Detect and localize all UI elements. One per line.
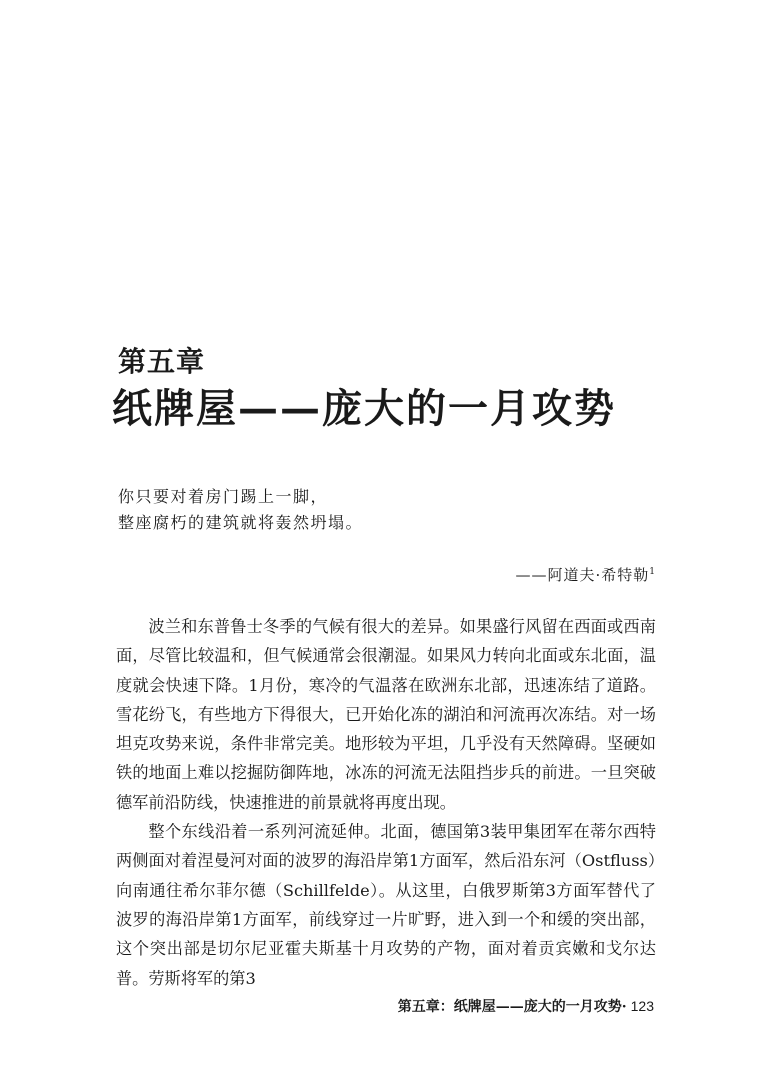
page-number: 123: [630, 998, 654, 1014]
epigraph-line: 你只要对着房门踢上一脚，: [118, 487, 329, 506]
chapter-label: 第五章: [118, 345, 206, 378]
paragraph: 波兰和东普鲁士冬季的气候有很大的差异。如果盛行风留在西面或西南面，尽管比较温和，但气候通常会很潮湿。如果风力转向北面或东北面，温度就会快速下降。1月份，寒冷的气温落在欧洲东北部，迅速冻结了道路。雪花纷飞，有些地方下得很大，已开始化冻的湖泊和河流再次冻结。对一场坦克攻势来说，条件非常完美。地形较为平坦，几乎没有天然障碍。坚硬如铁的地面上难以挖掘防御阵地，冰冻的河流无法阻挡步兵的前进。一旦突破德军前沿防线，快速推进的前景就将再度出现。: [116, 617, 656, 812]
epigraph-attribution: [515, 562, 656, 585]
epigraph: [118, 484, 658, 536]
footnote-marker[interactable]: 1: [649, 567, 656, 577]
attribution-text: ——阿道夫·希特勒: [515, 566, 650, 584]
paragraph: 整个东线沿着一系列河流延伸。北面，德国第3装甲集团军在蒂尔西特两侧面对着涅曼河对面的波罗的海沿岸第1方面军，然后沿东河（Ostfluss）向南通往希尔菲尔德（Schillfelde）。从这里，白俄罗斯第3方面军替代了波罗的海沿岸第1方面军，前线穿过一片旷野，进入到一个和缓的突出部，这个突出部是切尔尼亚霍夫斯基十月攻势的产物，面对着贡宾嫩和戈尔达普。劳斯将军的第3: [116, 822, 656, 988]
running-title: 第五章：纸牌屋——庞大的一月攻势·: [397, 999, 627, 1015]
chapter-title: 纸牌屋——庞大的一月攻势: [112, 385, 616, 432]
page-footer: [398, 996, 654, 1017]
epigraph-line: 整座腐朽的建筑就将轰然坍塌。: [118, 513, 364, 532]
body-text: [116, 612, 656, 993]
